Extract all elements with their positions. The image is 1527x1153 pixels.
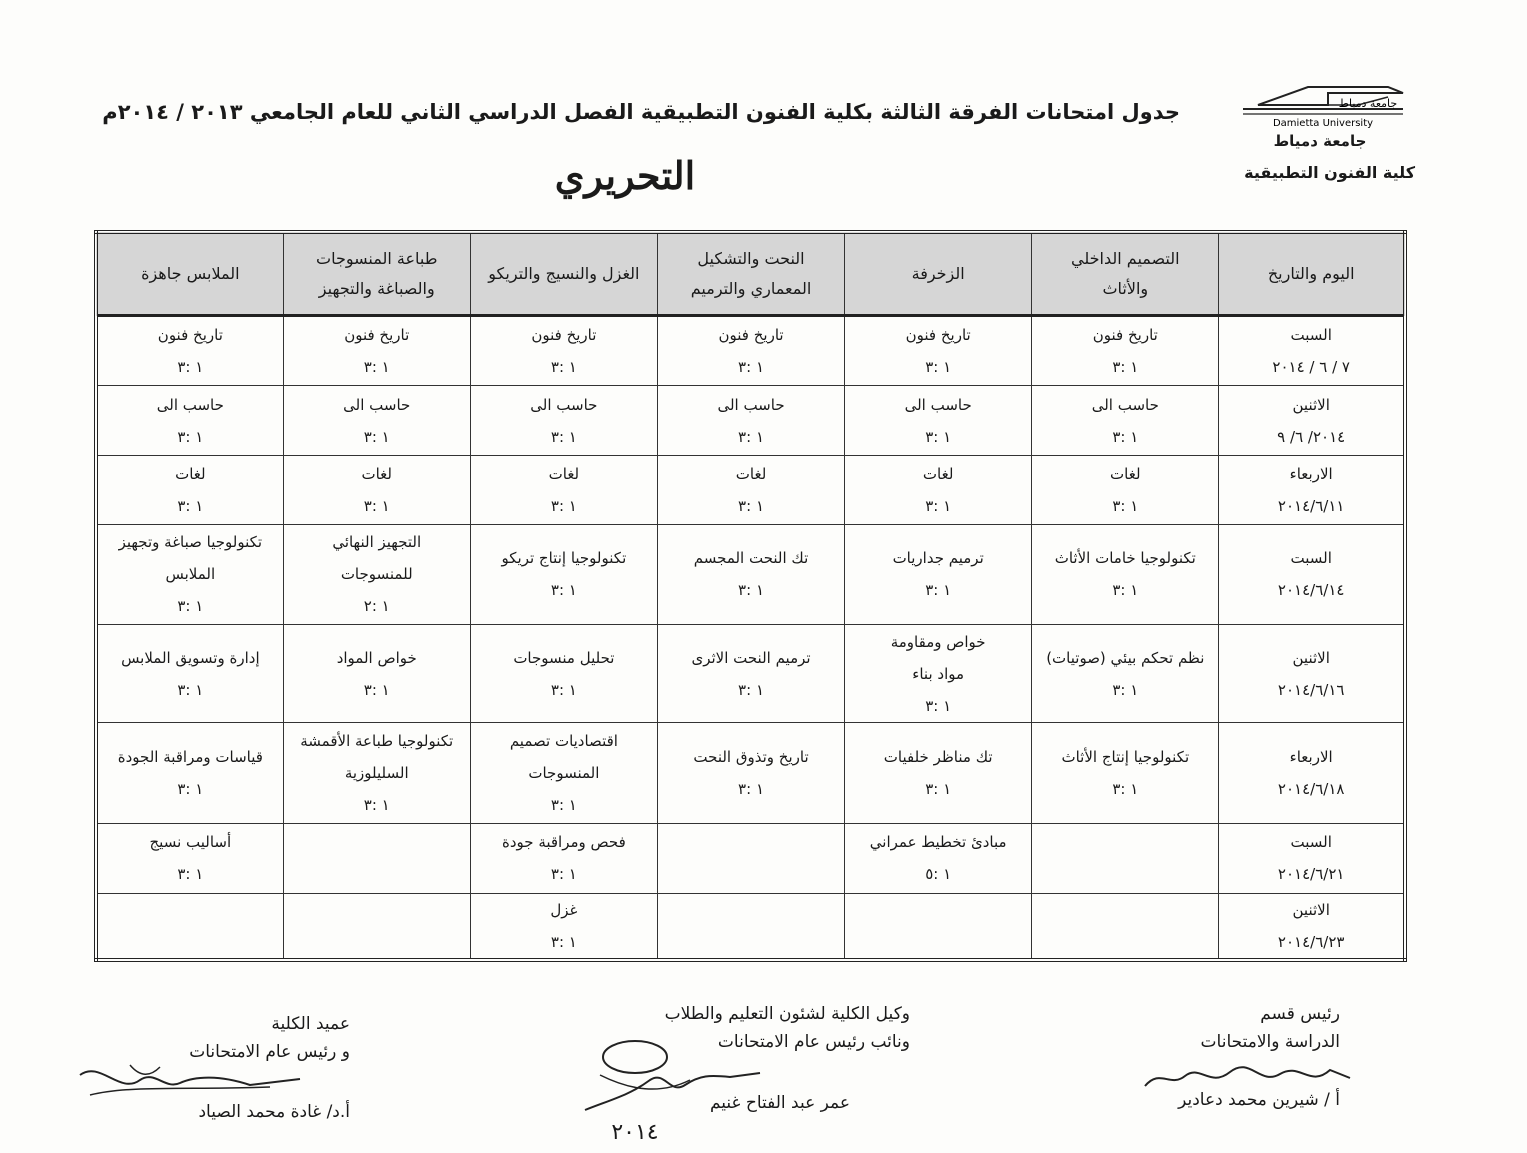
day-name: الاثنين [1292,648,1330,667]
exam-time: ١ :٣ [177,597,204,616]
subject-name: تكنولوجيا إنتاج تريكو [501,549,627,568]
exam-cell [283,386,470,456]
exam-cell [657,524,844,624]
exam-time: ١ :٣ [1112,427,1139,446]
exam-cell [1032,456,1219,524]
exam-cell [845,456,1032,524]
exam-time: ١ :٣ [925,497,952,515]
exam-cell [96,823,283,893]
exam-time: ١ :٣ [550,358,577,377]
exam-cell [470,386,657,456]
table-header-row [96,232,1405,316]
subject-name: حاسب الى [343,395,411,414]
header-day-date [1219,232,1405,316]
exam-date: ٢٠١٤/٦/٢٣ [1277,932,1345,951]
exam-cell [96,723,283,823]
exam-cell [1032,316,1219,386]
subject-name: تاريخ فنون [1092,326,1158,345]
subject-name: إدارة وتسويق الملابس [121,648,260,667]
subject-name: تك مناظر خلفيات [883,747,993,766]
header-label: الزخرفة [911,264,965,283]
table-row [96,624,1405,722]
exam-time: ١ :٣ [1112,779,1139,798]
exam-time: ١ :٣ [550,795,577,814]
logo-subtext: Damietta University [1272,118,1374,129]
exam-cell [1032,723,1219,823]
header-department [470,232,657,316]
subject-name: حاسب الى [1091,395,1159,414]
exam-time: ١ :٣ [177,497,204,515]
exam-cell [657,316,844,386]
exam-cell [283,524,470,624]
subject-name: تاريخ فنون [531,326,597,345]
day-date-cell [1219,723,1405,823]
header-label: الملابس جاهزة [141,264,240,283]
exam-time: ١ :٣ [925,358,952,377]
table-row [96,893,1405,960]
table-row [96,386,1405,456]
day-name: السبت [1290,549,1332,568]
exam-time: ١ :٣ [363,680,390,699]
exam-cell [470,893,657,960]
table-row [96,823,1405,893]
subject-name: التجهيز النهائي [332,533,422,552]
university-name: جامعة دمياط [1273,132,1367,150]
exam-cell [1032,823,1219,893]
exam-time: ١ :٣ [738,680,764,699]
subject-name: حاسب الى [904,395,972,414]
exam-schedule-table [94,230,1407,962]
exam-cell [470,624,657,722]
exam-cell [283,823,470,893]
exam-time: ١ :٣ [177,427,204,446]
day-date-cell [1219,456,1405,524]
signature-name-vice-dean: عمر عبد الفتاح غنيم [709,1093,850,1113]
exam-cell [657,723,844,823]
exam-time: ١ :٣ [738,358,764,377]
signature-block-department-head [1140,1000,1340,1056]
subject-name: تحليل منسوجات [513,648,615,667]
subject-name: لغات [1110,465,1141,483]
exam-cell [470,524,657,624]
exam-time: ١ :٣ [550,427,577,446]
exam-date: ٢٠١٤/٦/١٦ [1277,680,1345,699]
subject-name: حاسب الى [156,395,224,414]
exam-time: ١ :٣ [550,932,577,951]
day-name: الاربعاء [1289,465,1333,483]
exam-date: ٢٠١٤/ ٦/ ٩ [1277,427,1346,446]
signature-name-dean: أ.د/ غادة محمد الصياد [198,1102,350,1122]
header-label: النحت والتشكيل [697,249,805,268]
page-subtitle: التحريري [554,153,696,198]
subject-name: للمنسوجات [340,565,413,584]
exam-cell [470,456,657,524]
exam-time: ١ :٣ [738,581,764,600]
day-date-cell [1219,893,1405,960]
subject-name: السليلوزية [344,763,409,782]
subject-name: تك النحت المجسم [693,549,809,568]
day-date-cell [1219,823,1405,893]
exam-time: ١ :٣ [177,779,204,798]
subject-name: ترميم جداريات [892,549,984,568]
header-label: والأثاث [1102,279,1149,298]
exam-time: ١ :٢ [363,597,390,616]
day-date-cell [1219,386,1405,456]
exam-cell [96,893,283,960]
exam-time: ١ :٣ [738,497,764,515]
exam-cell [96,624,283,722]
signature-title-line: عميد الكلية [271,1014,350,1034]
subject-name: لغات [361,465,392,483]
exam-cell [657,823,844,893]
exam-time: ١ :٣ [363,497,390,515]
subject-name: تكنولوجيا صباغة وتجهيز [118,533,263,552]
exam-cell [283,893,470,960]
exam-time: ١ :٣ [1112,581,1139,600]
exam-cell [470,823,657,893]
subject-name: خواص المواد [336,648,417,667]
exam-cell [845,624,1032,722]
exam-cell [470,723,657,823]
subject-name: الملابس [165,565,216,584]
header-label: الغزل والنسيج والتريكو [488,264,640,283]
header-label: طباعة المنسوجات [316,249,438,268]
header-label: التصميم الداخلي [1071,249,1180,268]
exam-cell [96,316,283,386]
exam-time: ١ :٣ [738,779,764,798]
header-department [96,232,283,316]
exam-date: ٢٠١٤/٦/١٨ [1277,779,1345,798]
university-logo [1238,75,1408,135]
exam-time: ١ :٣ [550,581,577,600]
page-title: جدول امتحانات الفرقة الثالثة بكلية الفنون التطبيقية الفصل الدراسي الثاني للعام الجامعي ٢٠١٣ / ٢٠١٤م [102,100,1180,124]
subject-name: لغات [548,465,580,483]
exam-cell [1032,893,1219,960]
exam-date: ٢٠١٤/٦/١١ [1277,497,1345,515]
subject-name: لغات [922,465,954,483]
signature-title-line: ونائب رئيس عام الامتحانات [717,1032,910,1052]
exam-time: ١ :٣ [925,779,952,798]
subject-name: تكنولوجيا خامات الأثاث [1054,549,1196,568]
subject-name: لغات [735,465,767,483]
exam-time: ١ :٣ [1112,680,1139,699]
subject-name: لغات [175,465,206,483]
subject-name: خواص ومقاومة [890,632,986,651]
subject-name: تكنولوجيا إنتاج الأثاث [1061,747,1190,766]
table-row [96,456,1405,524]
exam-date: ٧ / ٦ / ٢٠١٤ [1272,358,1350,377]
signature-title-line: و رئيس عام الامتحانات [189,1042,350,1062]
header-label: اليوم والتاريخ [1267,264,1355,283]
exam-cell [283,723,470,823]
exam-cell [657,456,844,524]
subject-name: تاريخ وتذوق النحت [693,747,809,766]
subject-name: قياسات ومراقبة الجودة [117,747,263,766]
exam-time: ١ :٣ [738,427,764,446]
header-label: والصباغة والتجهيز [318,279,435,298]
exam-time: ١ :٣ [177,358,204,377]
subject-name: أساليب نسيج [149,833,232,852]
exam-cell [845,723,1032,823]
subject-name: المنسوجات [528,763,600,782]
exam-cell [845,823,1032,893]
subject-name: فحص ومراقبة جودة [501,833,626,852]
table-body [96,316,1405,961]
subject-name: غزل [550,900,578,919]
header-department [657,232,844,316]
college-name: كلية الفنون التطبيقية [1244,163,1415,182]
table-row [96,316,1405,386]
day-name: السبت [1290,833,1332,852]
exam-cell [845,316,1032,386]
exam-cell [657,386,844,456]
logo-text: جامعة دمياط [1338,97,1398,110]
signature-title-line: رئيس قسم [1260,1004,1340,1024]
exam-time: ١ :٣ [925,696,952,715]
subject-name: تاريخ فنون [157,326,223,345]
exam-time: ١ :٣ [177,865,204,884]
subject-name: تاريخ فنون [344,326,410,345]
subject-name: مواد بناء [912,664,965,683]
day-name: السبت [1290,326,1332,345]
day-date-cell [1219,624,1405,722]
exam-cell [845,524,1032,624]
table-row [96,524,1405,624]
table-row [96,723,1405,823]
exam-time: ١ :٣ [1112,497,1139,515]
signature-title-line: وكيل الكلية لشئون التعليم والطلاب [664,1004,910,1024]
subject-name: تكنولوجيا طباعة الأقمشة [300,731,454,750]
exam-cell [283,456,470,524]
exam-time: ١ :٣ [363,795,390,814]
handwritten-year: ٢٠١٤ [611,1120,659,1145]
exam-cell [657,624,844,722]
day-name: الاثنين [1292,900,1330,919]
exam-cell [470,316,657,386]
exam-cell [1032,624,1219,722]
exam-time: ١ :٣ [550,680,577,699]
exam-cell [96,456,283,524]
exam-time: ١ :٣ [363,427,390,446]
exam-time: ١ :٣ [177,680,204,699]
exam-cell [283,624,470,722]
exam-time: ١ :٣ [363,358,390,377]
subject-name: ترميم النحت الاثرى [691,648,811,667]
exam-time: ١ :٣ [1112,358,1139,377]
exam-date: ٢٠١٤/٦/١٤ [1277,581,1345,600]
exam-time: ١ :٥ [925,865,952,884]
day-name: الاربعاء [1289,747,1333,766]
header-label: المعماري والترميم [690,279,812,298]
subject-name: اقتصاديات تصميم [509,731,618,750]
subject-name: حاسب الى [530,395,598,414]
exam-cell [1032,524,1219,624]
exam-cell [845,893,1032,960]
header-department [1032,232,1219,316]
exam-time: ١ :٣ [550,497,577,515]
exam-cell [96,386,283,456]
exam-cell [96,524,283,624]
header-department [845,232,1032,316]
subject-name: تاريخ فنون [718,326,784,345]
subject-name: حاسب الى [717,395,785,414]
subject-name: تاريخ فنون [905,326,971,345]
day-date-cell [1219,316,1405,386]
subject-name: نظم تحكم بيئي (صوتيات) [1046,648,1205,667]
signature-name-department-head: أ / شيرين محمد دعادير [1178,1090,1340,1110]
day-date-cell [1219,524,1405,624]
exam-date: ٢٠١٤/٦/٢١ [1277,865,1345,884]
subject-name: مبادئ تخطيط عمراني [869,833,1007,852]
exam-time: ١ :٣ [925,581,952,600]
day-name: الاثنين [1292,395,1330,414]
exam-cell [1032,386,1219,456]
exam-time: ١ :٣ [925,427,952,446]
exam-cell [657,893,844,960]
signature-title-line: الدراسة والامتحانات [1200,1032,1340,1052]
header-department [283,232,470,316]
exam-cell [845,386,1032,456]
exam-cell [283,316,470,386]
exam-time: ١ :٣ [550,865,577,884]
